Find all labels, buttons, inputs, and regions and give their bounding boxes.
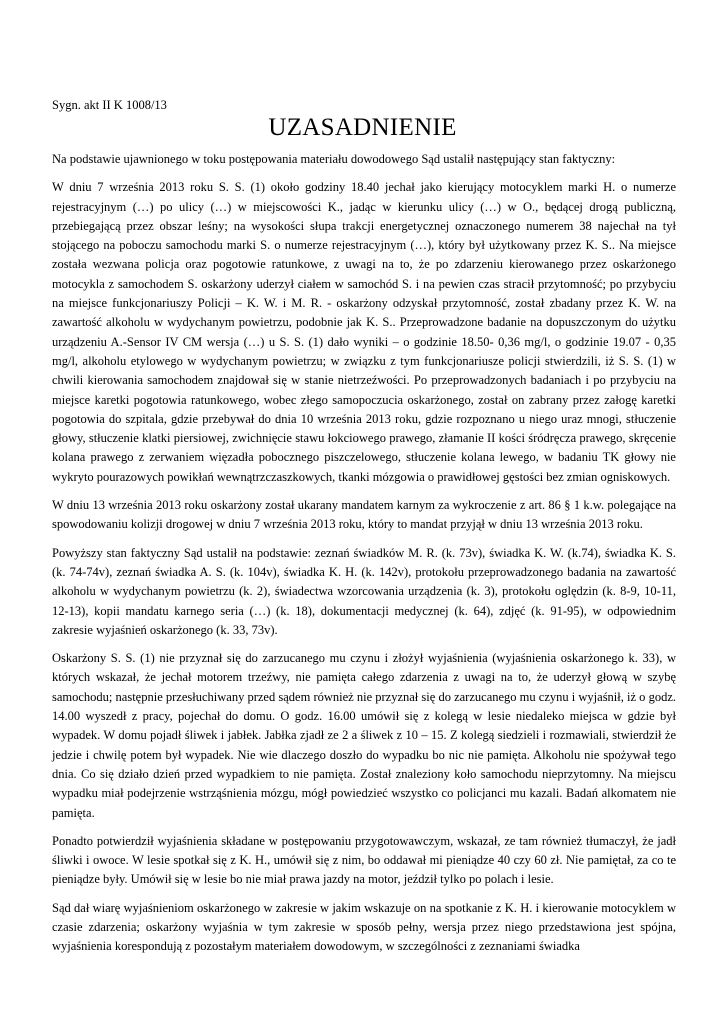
paragraph-facts: W dniu 7 września 2013 roku S. S. (1) około godziny 18.40 jechał jako kierujący motocyklem marki H. o numerze rejestracyjnym (…) po ulicy (…) w miejscowości K., jadąc w kierunku ulicy (…) w O., będącej drogą publiczną, przebiegającą przez obszar leśny; na wysokości słupa trakcji energetycznej oznaczonego numerem 38 najechał na tył stojącego na poboczu samochodu marki S. o numerze rejestracyjnym (…), który był użytkowany przez K. S.. Na miejsce została wezwana policja oraz pogotowie ratunkowe, z uwagi na to, że po zdarzeniu kierowanego przez oskarżonego motocykla z samochodem S. oskarżony uderzył ciałem w samochód S. i na pewien czas stracił przytomność; po przybyciu na miejsce funkcjonariuszy Policji – K. W. i M. R. - oskarżony odzyskał przytomność, został zbadany przez K. W. na zawartość alkoholu w wydychanym powietrzu, podobnie jak K. S.. Przeprowadzone badanie na dopuszczonym do użytku urządzeniu A.-Sensor IV CM wersja (…) u S. S. (1) dało wyniki – o godzinie 18.50- 0,36 mg/l, o godzinie 19.07 - 0,35 mg/l, alkoholu etylowego w wydychanym powietrzu; w związku z tym funkcjonariusze policji stwierdzili, iż S. S. (1) w chwili kierowania samochodem znajdował się w stanie nietrzeźwości. Po przeprowadzonych badaniach i po przybyciu na miejsce karetki pogotowia ratunkowego, wobec złego samopoczucia oskarżonego, został on zabrany przez załogę karetki pogotowia do szpitala, gdzie przebywał do dnia 10 września 2013 roku, gdzie rozpoznano u niego uraz mnogi, stłuczenie głowy, stłuczenie klatki piersiowej, zwichnięcie stawu łokciowego prawego, złamanie II kości śródręcza prawego, skręcenie kolana prawego z zerwaniem więzadła pobocznego piszczelowego, stłuczenie kolana lewego, w badaniu TK głowy nie wykryto pourazowych powikłań wewnątrzczaszkowych, tkanki mózgowia o prawidłowej gęstości bez zmian ogniskowych. <box>52 180 676 484</box>
case-signature: Sygn. akt II K 1008/13 <box>52 98 167 112</box>
paragraph-court-assessment: Sąd dał wiarę wyjaśnieniom oskarżonego w zakresie w jakim wskazuje on na spotkanie z K. H. i kierowanie motocyklem w czasie zdarzenia; oskarżony wyjaśnia w tym zakresie w sposób pełny, wersja przez niego przedstawiona jest spójna, wyjaśnienia korespondują z pozostałym materiałem dowodowym, w szczególności z zeznaniami świadka <box>52 900 676 954</box>
paragraph-defendant-explanations: Oskarżony S. S. (1) nie przyznał się do zarzucanego mu czynu i złożył wyjaśnienia (wyjaśnienia oskarżonego k. 33), w których wskazał, że jechał motorem trzeźwy, nie pamięta całego zdarzenia z uwagi na to, że uderzył głową w szybę samochodu; następnie przesłuchiwany przed sądem również nie przyznał się do zarzucanego mu czynu i wyjaśnił, iż o godz. 14.00 wyszedł z pracy, pojechał do domu. O godz. 16.00 umówił się z kolegą w lesie niedaleko miejsca w gdzie był wypadek. W domu pojadł śliwek i jabłek. Jabłka zjadł ze 2 a śliwek z 10 – 15. Z kolegą siedzieli i rozmawiali, stwierdził że jedzie i chwilę potem był wypadek. Nie wie dlaczego doszło do wypadku bo nic nie pamięta. Alkoholu nie spożywał tego dnia. Co się działo dzień przed wypadkiem to nie pamięta. Został znaleziony koło samochodu nieprzytomny. Na miejscu wypadku miał podejrzenie wstrząśnienia mózgu, mógł powiedzieć wszystko co policjanci mu kazali. Badań alkomatem nie pamięta. <box>52 651 676 820</box>
paragraph-penalty: W dniu 13 września 2013 roku oskarżony został ukarany mandatem karnym za wykroczenie z art. 86 § 1 k.w. polegające na spowodowaniu kolizji drogowej w dniu 7 września 2013 roku, który to mandat przyjął w dniu 13 września 2013 roku. <box>52 498 676 532</box>
document-body <box>52 150 676 966</box>
paragraph-further-explanations: Ponadto potwierdził wyjaśnienia składane w postępowaniu przygotowawczym, wskazał, ze tam również tłumaczył, że jadł śliwki i owoce. W lesie spotkał się z K. H., umówił się z nim, bo oddawał mi pieniądze 40 czy 60 zł. Nie pamiętał, za co te pieniądze były. Umówił się w lesie bo nie miał prawa jazdy na motor, jeździł tylko po polach i lesie. <box>52 833 676 887</box>
paragraph-intro: Na podstawie ujawnionego w toku postępowania materiału dowodowego Sąd ustalił następujący stan faktyczny: <box>52 152 616 166</box>
document-title: UZASADNIENIE <box>268 114 457 141</box>
paragraph-evidence: Powyższy stan faktyczny Sąd ustalił na podstawie: zeznań świadków M. R. (k. 73v), świadka K. W. (k.74), świadka K. S. (k. 74-74v), zeznań świadka A. S. (k. 104v), świadka K. H. (k. 142v), protokołu przeprowadzonego badania na zawartość alkoholu w wydychanym powietrzu (k. 2), świadectwa wzorcowania urządzenia (k. 3), protokołu oględzin (k. 8-9, 10-11, 12-13), kopii mandatu karnego seria (…) (k. 18), dokumentacji medycznej (k. 64), zdjęć (k. 91-95), w odpowiednim zakresie wyjaśnień oskarżonego (k. 33, 73v). <box>52 545 676 637</box>
